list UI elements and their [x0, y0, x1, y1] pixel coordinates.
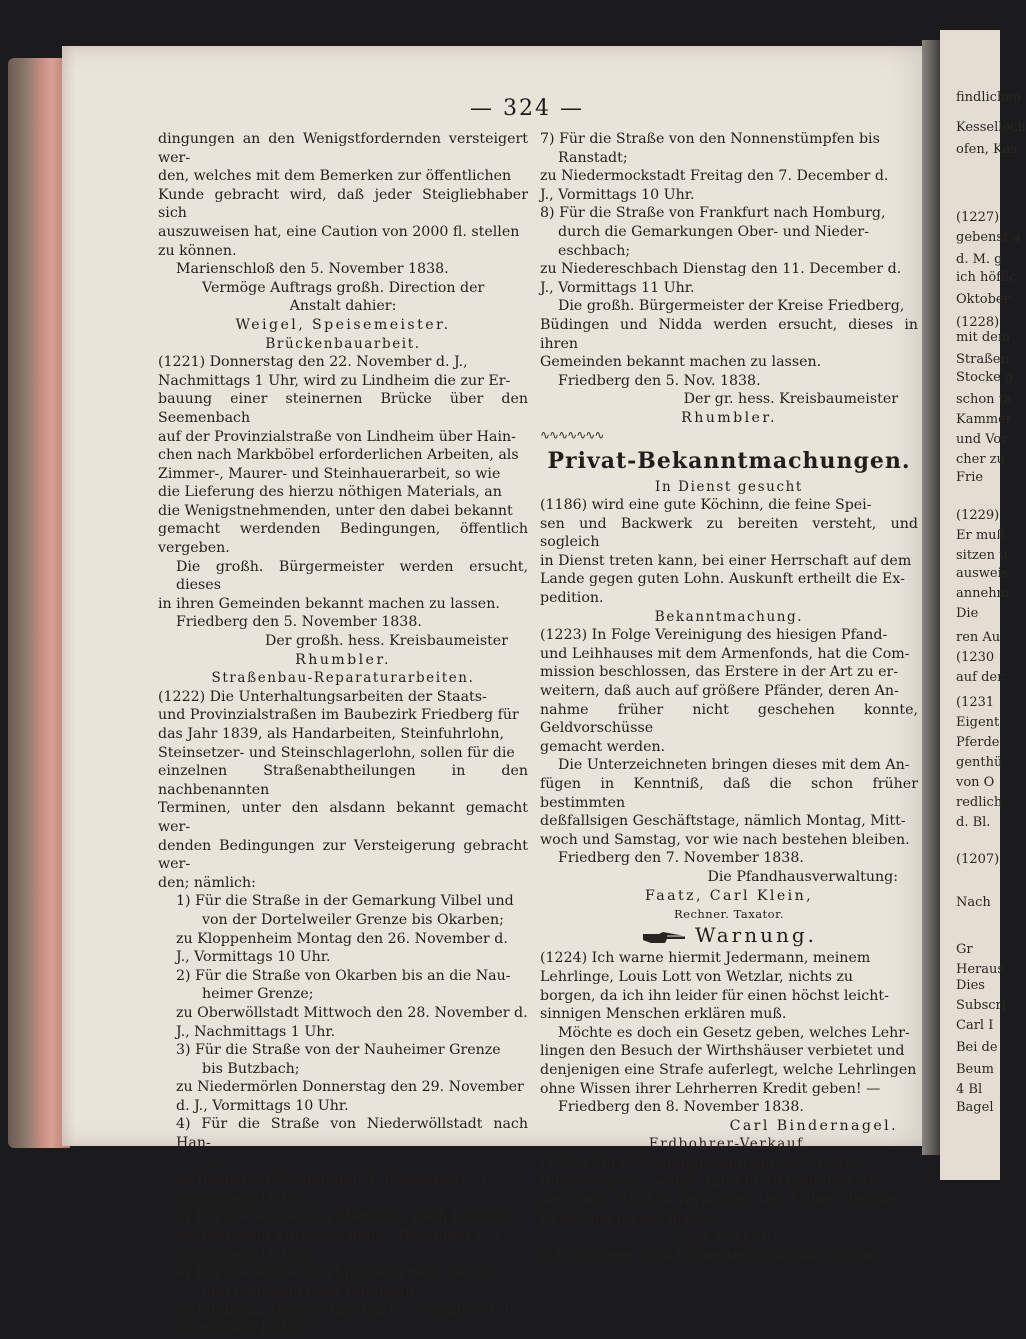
adjacent-page-text: 4 Bl: [956, 1082, 983, 1097]
adjacent-page-text: sitzen u: [956, 548, 1008, 563]
text-line: zu Kloppenheim Montag den 26. November d.: [176, 930, 508, 947]
text-line: au;: [202, 1153, 225, 1170]
text-line: heimer Grenze;: [202, 986, 314, 1003]
text-line: Lehrlinge, Louis Lott von Wetzlar, nichts zu: [540, 968, 854, 985]
adjacent-page-text: Bagel: [956, 1100, 994, 1115]
text-line: Friedberg den 5. Nov. 1838.: [558, 372, 761, 389]
adjacent-page-text: Nach: [956, 895, 991, 910]
adjacent-page-text: Straßen: [956, 352, 1009, 367]
text-line: zu Lindheim Donnerstag den 6. December d. J.,: [176, 1302, 517, 1319]
text-line: Zimmer-, Maurer- und Steinhauerarbeit, so wie: [158, 465, 501, 482]
text-line: Friedberg den 5. November 1838.: [176, 614, 422, 631]
adjacent-page-text: von O: [956, 775, 995, 790]
text-line: fügen in Kenntniß, daß die schon früher bestimmten: [540, 776, 918, 811]
text-line: 4) Für die Straße von Niederwöllstadt nach Han-: [176, 1116, 528, 1152]
text-line: Bohrwerkzeug, womit 120 Fuß tief gebohrt wer-: [540, 1173, 890, 1190]
adjacent-page-text: (1229): [956, 508, 1000, 523]
adjacent-page-text: ren Au: [956, 630, 1001, 645]
text-line: lingen den Besuch der Wirthshäuser verbietet und: [540, 1043, 905, 1060]
text-line: (1126) Einen noch im beßten Zustande sich be-: [540, 1247, 882, 1264]
text-line: Nachmittags 1 Uhr, wird zu Lindheim die zur Er-: [158, 372, 511, 389]
text-line: einzelnen Straßenabtheilungen in den nachbenannten: [158, 763, 528, 798]
adjacent-page-text: (1231: [956, 695, 995, 710]
page-number: — 324 —: [470, 96, 584, 121]
adjacent-page-text: (1227): [956, 210, 1000, 225]
adjacent-page-text: Subscri: [956, 998, 1006, 1013]
text-line: zu Ilbenstadt Montag den 3. December d. J.,: [176, 1172, 494, 1189]
text-line: 5) Für die Straße von Ilbenstadt nach Lindheim;: [176, 1209, 525, 1226]
text-line: Die Pfandhausverwaltung:: [707, 868, 898, 885]
book-gutter: [922, 40, 942, 1155]
right-text-column: [540, 130, 918, 1265]
left-text-column: [158, 130, 528, 1339]
adjacent-page-text: schon ta: [956, 392, 1012, 407]
text-line: eschbach;: [558, 242, 631, 259]
text-line: Gemeinden bekannt machen zu lassen.: [540, 354, 822, 371]
text-line: Straßenbau-Reparaturarbeiten.: [211, 670, 475, 687]
text-line: den; nämlich:: [158, 874, 256, 891]
text-line: gemacht werdenden Bedingungen, öffentlich vergeben.: [158, 521, 528, 557]
text-line: borgen, da ich ihn leider für einen höchst leicht-: [540, 987, 889, 1004]
text-line: Ranstadt;: [558, 149, 628, 166]
text-line: Anstalt dahier:: [289, 298, 397, 315]
adjacent-page-text: ausweis: [956, 566, 1009, 581]
text-line: von der Dortelweiler Grenze bis Okarben;: [202, 911, 504, 928]
text-line: denden Bedingungen zur Versteigerung gebracht wer-: [158, 837, 528, 873]
text-line: In Dienst gesucht: [655, 478, 803, 495]
adjacent-page-text: annehm: [956, 586, 1009, 601]
text-line: durch die Gemarkungen Ober- und Nieder-: [558, 223, 870, 240]
text-line: (1222) Die Unterhaltungsarbeiten der Staats-: [158, 688, 487, 705]
adjacent-page-text: Stocke g: [956, 370, 1014, 385]
text-line: mission beschlossen, das Erstere in der Art zu er-: [540, 664, 899, 681]
text-line: Vormittags 10 Uhr.: [176, 1190, 313, 1207]
adjacent-page-text: Kammer: [956, 412, 1013, 427]
text-line: Vormittags 10 Uhr.: [176, 1246, 313, 1263]
text-line: woch und Samstag, vor wie nach bestehen bleiben.: [540, 831, 910, 848]
text-line: Büdingen und Nidda werden ersucht, dieses in ihren: [540, 316, 918, 352]
adjacent-page-text: (1228): [956, 315, 1000, 330]
text-line: zu Niedereschbach Dienstag den 11. December d.: [540, 261, 902, 278]
text-line: Der gr. hess. Kreisbaumeister: [683, 391, 898, 408]
text-line: (1225) Ein vollständiges und gut construirtes: [540, 1154, 867, 1171]
text-line: Die großh. Bürgermeister werden ersucht, dieses: [176, 558, 528, 594]
adjacent-page-text: redlich: [956, 795, 1003, 810]
text-line: Lande gegen guten Lohn. Auskunft ertheilt die Ex-: [540, 571, 905, 588]
adjacent-page-text: d. Bl.: [956, 815, 991, 830]
text-line: auf der Provinzialstraße von Lindheim über Hain-: [158, 428, 516, 445]
text-line: J., Nachmittags 1 Uhr.: [176, 1023, 336, 1040]
adjacent-page-text: (1230: [956, 650, 995, 665]
adjacent-page-text: Dies: [956, 978, 985, 993]
text-line: zu Oberwöllstadt Mittwoch den 28. November d.: [176, 1004, 528, 1021]
text-line: Die großh. Bürgermeister der Kreise Friedberg,: [558, 298, 905, 315]
text-line: Friedberg den 7. November 1838.: [558, 850, 804, 867]
text-line: Terminen, unter den alsdann bekannt gemacht wer-: [158, 800, 528, 835]
adjacent-page-text: Bei de: [956, 1040, 998, 1055]
text-line: ∿∿∿∿∿∿∿: [540, 427, 604, 442]
text-line: Die Unterzeichneten bringen dieses mit dem An-: [558, 757, 910, 774]
text-line: weitern, daß auch auf größere Pfänder, deren An-: [540, 683, 899, 700]
adjacent-page-fragment: [940, 30, 1026, 1180]
text-line: Faatz, Carl Klein,: [644, 887, 814, 904]
text-line: Brückenbauarbeit.: [265, 335, 421, 352]
text-line: die Lieferung des hierzu nöthigen Materials, an: [158, 484, 502, 501]
text-line: zu können.: [158, 242, 237, 259]
text-line: Rhumbler.: [681, 409, 777, 426]
adjacent-page-text: Gr: [956, 942, 973, 957]
adjacent-page-text: Oktober: [956, 292, 1010, 307]
adjacent-page-text: cher zu: [956, 452, 1005, 467]
adjacent-page-text: ich höflic: [956, 270, 1017, 285]
text-line: Weigel, Speisemeister.: [235, 316, 451, 333]
text-line: Bekanntmachung.: [654, 608, 804, 625]
adjacent-page-text: gebenst a: [956, 230, 1021, 245]
text-line: Der großh. hess. Kreisbaumeister: [264, 633, 508, 650]
pointing-hand-icon: [641, 930, 689, 946]
adjacent-page-text: Frie: [956, 470, 984, 485]
text-line: den kann, steht zu verkaufen. Das Nähere bei der: [540, 1192, 900, 1209]
adjacent-page-text: Heraus: [956, 962, 1005, 977]
text-line: in Dienst treten kann, bei einer Herrschaft auf dem: [540, 552, 912, 569]
adjacent-page-text: Eigent: [956, 715, 1000, 730]
text-line: in ihren Gemeinden bekannt machen zu lassen.: [158, 595, 500, 612]
text-line: auszuweisen hat, eine Caution von 2000 fl. stellen: [158, 223, 520, 240]
warning-title: Warnung.: [694, 922, 818, 947]
text-line: gemacht werden.: [540, 738, 666, 755]
text-line: Friedberg den 8. November 1838.: [558, 1099, 804, 1116]
text-line: bis Butzbach;: [202, 1060, 300, 1077]
text-line: 7) Für die Straße von den Nonnenstümpfen bis: [540, 131, 880, 147]
text-line: 3) Für die Straße von der Nauheimer Grenze: [176, 1042, 501, 1059]
text-line: J., Vormittags 10 Uhr.: [540, 186, 695, 203]
text-line: den, welches mit dem Bemerken zur öffentlichen: [158, 168, 512, 185]
adjacent-page-text: Er muß: [956, 528, 1006, 543]
text-line: 6) Für die Straße von Lindheim nach Selters: [176, 1265, 498, 1282]
adjacent-page-text: Pferde: [956, 735, 1000, 750]
text-line: d. J., Vormittags 10 Uhr.: [176, 1097, 349, 1114]
text-line: dingungen an den Wenigstfordernden versteigert wer-: [158, 131, 528, 166]
text-line: J., Vormittags 10 Uhr.: [176, 949, 331, 966]
text-line: Möchte es doch ein Gesetz geben, welches Lehr-: [558, 1024, 910, 1041]
text-line: zu Niedermörlen Donnerstag den 29. November: [176, 1079, 524, 1096]
adjacent-page-text: findlichen: [956, 90, 1022, 105]
text-line: 1) Für die Straße in der Gemarkung Vilbel und: [176, 893, 514, 910]
text-line: Erdbohrer-Verkauf.: [648, 1136, 810, 1153]
text-line: bauung einer steinernen Brücke über den Seemenbach: [158, 391, 528, 426]
text-line: chen nach Markböbel erforderlichen Arbeiten, als: [158, 447, 519, 464]
text-line: Privat-Bekanntmachungen.: [547, 447, 911, 474]
text-line: J., Vormittags 11 Uhr.: [540, 279, 695, 296]
adjacent-page-text: (1207): [956, 852, 1000, 867]
adjacent-page-text: mit dem: [956, 330, 1011, 345]
text-line: die Wenigstnehmenden, unter den dabei bekannt: [158, 502, 513, 519]
text-line: (1223) In Folge Vereinigung des hiesigen Pfand-: [540, 627, 888, 644]
text-line: Steinsetzer- und Steinschlagerlohn, sollen für die: [158, 744, 515, 761]
text-line: Rechner. Taxator.: [674, 907, 784, 922]
text-line: (1221) Donnerstag den 22. November d. J.,: [158, 354, 468, 371]
text-line: pedition.: [540, 590, 604, 607]
book-page-edges: [8, 58, 70, 1148]
text-line: zu Altenstadt Mittwoch den 5. December d. J.,: [176, 1228, 508, 1245]
adjacent-page-text: Kesselloch: [956, 120, 1026, 135]
adjacent-page-text: und Vor: [956, 432, 1008, 447]
text-line: Vermöge Auftrags großh. Direction der: [202, 279, 485, 296]
text-line: und Provinzialstraßen im Baubezirk Friedberg für: [158, 707, 519, 724]
text-line: das Jahr 1839, als Handarbeiten, Steinfuhrlohn,: [158, 726, 505, 742]
text-line: ohne Wissen ihrer Lehrherren Kredit geben! —: [540, 1080, 881, 1097]
text-line: Zum Verkauf.: [673, 1229, 785, 1246]
text-line: deßfallsigen Geschäftstage, nämlich Montag, Mitt-: [540, 813, 906, 830]
text-line: 8) Für die Straße von Frankfurt nach Homburg,: [540, 205, 886, 222]
text-line: zu Niedermockstadt Freitag den 7. December d.: [540, 168, 889, 185]
text-line: Kunde gebracht wird, daß jeder Steigliebhaber sich: [158, 186, 528, 222]
text-line: Redaction dieses Blattes.: [540, 1210, 722, 1227]
text-line: Rhumbler.: [295, 651, 391, 668]
adjacent-page-text: Carl I: [956, 1018, 994, 1033]
text-line: Marienschloß den 5. November 1838.: [176, 261, 449, 278]
text-line: nahme früher nicht geschehen konnte, Geldvorschüsse: [540, 701, 918, 737]
text-line: (1224) Ich warne hiermit Jedermann, meinem: [540, 950, 871, 967]
text-line: und Leihhauses mit dem Armenfonds, hat die Com-: [540, 645, 910, 662]
adjacent-page-text: Beum: [956, 1062, 994, 1077]
text-line: 2) Für die Straße von Okarben bis an die Nau-: [176, 967, 511, 984]
text-line: sinnigen Menschen erklären muß.: [540, 1006, 787, 1023]
text-line: denjenigen eine Strafe auferlegt, welche Lehrlingen: [540, 1061, 917, 1078]
adjacent-page-text: d. M. g: [956, 252, 1003, 267]
text-line: und Lindheim nach Büdingen;: [202, 1283, 419, 1300]
adjacent-page-text: Die: [956, 606, 979, 621]
warning-heading: [540, 922, 918, 948]
text-line: (1186) wird eine gute Köchinn, die feine Spei-: [540, 497, 872, 514]
text-line: sen und Backwerk zu bereiten versteht, und sogleich: [540, 515, 918, 551]
adjacent-page-text: genthü: [956, 755, 1003, 770]
text-line: Carl Bindernagel.: [729, 1117, 898, 1134]
adjacent-page-text: auf der: [956, 670, 1004, 685]
adjacent-page-text: ofen, Kas: [956, 142, 1018, 157]
text-line: Vormittags 10 Uhr.: [176, 1321, 313, 1337]
